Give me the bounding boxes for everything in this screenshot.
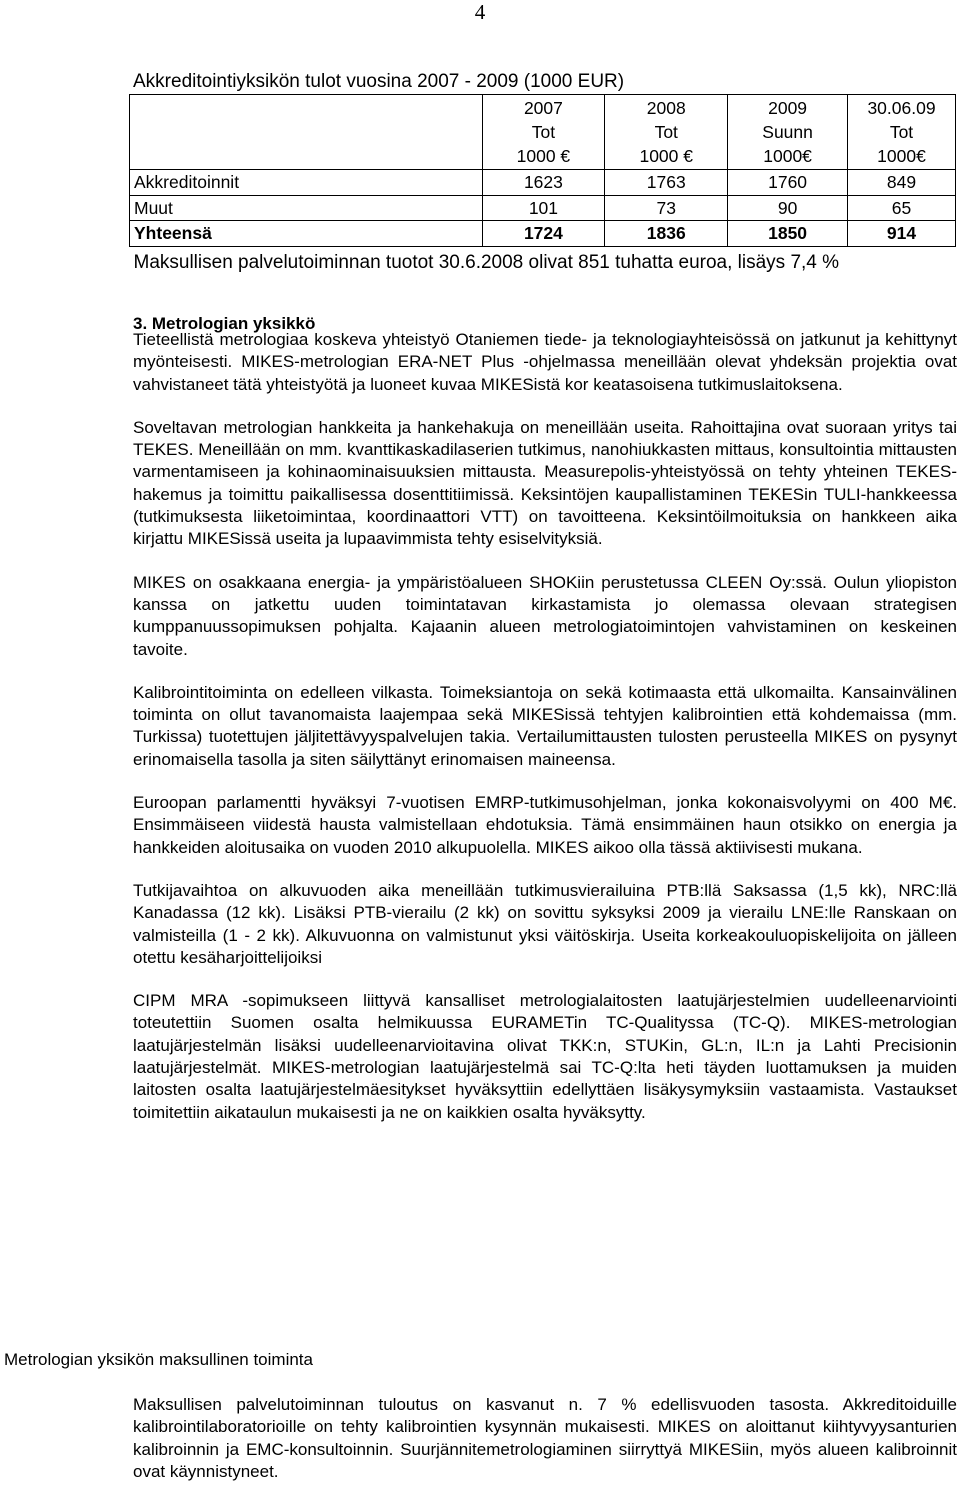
paragraph: Euroopan parlamentti hyväksyi 7-vuotisen EMRP-tutkimusohjelman, jonka kokonaisvolyymi on 400 M€. Ensimmäiseen viidestä hausta valmistellaan ehdotuksia. Tämä ensimmäinen haun otsikko on energia ja hankkeiden aloitusaika on vuoden 2010 alkupuolella. MIKES aikoo olla tässä aktiivisesti mukana.	[133, 793, 957, 857]
table-total-row	[130, 221, 956, 247]
row-label: Akkreditoinnit	[130, 170, 483, 196]
paragraph: Tutkijavaihtoa on alkuvuoden aika meneillään tutkimusvierailuina PTB:llä Saksassa (1,5 kk), NRC:llä Kanadassa (12 kk). Lisäksi PTB-vierailu (2 kk) on sovittu syksyksi 2009 ja vierailu LNE:lle Ranskaan on valmisteilla (1 - 2 kk). Alkuvuonna on valmistunut yksi väitöskirja. Useita korkeakouluopiskelijoita on jälleen otettu kesäharjoittelijoiksi	[133, 880, 957, 967]
page-number: 4	[474, 0, 486, 24]
table-cell: 914	[848, 221, 956, 247]
table-cell: 90	[728, 195, 848, 221]
paragraph: MIKES on osakkaana energia- ja ympäristöalueen SHOKiin perustetussa CLEEN Oy:ssä. Oulun yliopiston kanssa on jatkettu uuden toimintatavan kirkastamista jo olemassa olevaan strategisen kumppanuussopimuksen pohjalta. Kajaanin alueen metrologiatoimintojen vahvistaminen on keskeinen tavoite.	[133, 572, 957, 659]
table-cell: 1724	[482, 221, 605, 247]
header-cell: 2008 Tot 1000 €	[605, 95, 728, 170]
section-heading: 3. Metrologian yksikkö	[133, 314, 316, 333]
subsection-body	[133, 1394, 957, 1504]
paragraph: Maksullisen palvelutoiminnan tuloutus on kasvanut n. 7 % edellisvuoden tasosta. Akkreditoiduille kalibrointilaboratorioille on tehty kalibrointien kysynnän mukaisesti. MIKES on aloittanut kiihtyvyysanturien kalibroinnin ja EMC-konsultoinnin. Suurjännitemetrologiaminen siirryttyä MIKESiin, myös alueen kalibroinnit ovat käynnistyneet.	[133, 1395, 957, 1481]
table-cell: 1836	[605, 221, 728, 247]
table-note-row	[130, 246, 956, 279]
paragraph: Soveltavan metrologian hankkeita ja hankehakuja on meneillään useita. Rahoittajina ovat suoraan yritys tai TEKES. Meneillään on mm. kvanttikaskadilaserien tutkimus, nanohiukkasten mittaus, konsultointia mittausten varmentamiseen ja kohinaominaisuuksien mittausta. Measurepolis-yhteistyössä on tehty yhteinen TEKES-hakemus ja toimittu paikallisessa dosenttitiimissä. Keksintöjen kaupallistaminen TEKESin TULI-hankkeessa (tutkimuksesta liiketoimintaa, koordinaattori VTT) on tavoitteena. Keksintöilmoituksia on hankkeen aika kirjattu MIKESissä useita ja lupaavimmista tehty esiselvityksiä.	[133, 417, 957, 549]
table-cell: 65	[848, 195, 956, 221]
header-cell: 2007 Tot 1000 €	[482, 95, 605, 170]
subsection-heading: Metrologian yksikön maksullinen toiminta	[4, 1350, 313, 1369]
table-cell: 1763	[605, 170, 728, 196]
header-cell: 30.06.09 Tot 1000€	[848, 95, 956, 170]
paragraph: CIPM MRA -sopimukseen liittyvä kansalliset metrologialaitosten laatujärjestelmien uudelleenarviointi toteutettiin Suomen osalta helmikuussa EURAMETin TC-Qualityssa (TC-Q). MIKES-metrologian laatujärjestelmän lisäksi uudelleenarvioitavina olivat TKK:n, STUKin, GL:n, IL:n ja Lahti Precisionin laatujärjestelmät. MIKES-metrologian laatujärjestelmä sai TC-Q:lta heti täyden luottamuksen ja muiden laitosten osalta laatujärjestelmäesitykset hyväksyttiin edellyttäen lisäkysymyksiin vastaamista. Vastaukset toimitettiin aikataulun mukaisesti ja ne on kaikkien osalta hyväksytty.	[133, 991, 957, 1122]
paragraph: Tieteellistä metrologiaa koskeva yhteistyö Otaniemen tiede- ja teknologiayhteisössä on jatkunut ja kehittynyt myönteisesti. MIKES-metrologian ERA-NET Plus -ohjelmassa meneillään olevat yhdeksän projektia ovat vahvistaneet tätä yhteistyötä ja luoneet kuvaa MIKESistä kor keatasoisena tutkimuslaitoksena.	[133, 330, 957, 394]
table-cell: 1623	[482, 170, 605, 196]
header-cell	[130, 95, 483, 170]
table-row	[130, 195, 956, 221]
table-title: Akkreditointiyksikön tulot vuosina 2007 - 2009 (1000 EUR)	[133, 71, 625, 92]
table-note: Maksullisen palvelutoiminnan tuotot 30.6.2008 olivat 851 tuhatta euroa, lisäys 7,4 %	[133, 251, 840, 273]
row-label: Yhteensä	[130, 221, 483, 247]
table-cell: 101	[482, 195, 605, 221]
section-body	[133, 329, 957, 1145]
row-label: Muut	[130, 195, 483, 221]
income-table	[129, 94, 956, 279]
table-cell: 1760	[728, 170, 848, 196]
header-cell: 2009 Suunn 1000€	[728, 95, 848, 170]
table-header-row	[130, 95, 956, 170]
paragraph: Kalibrointitoiminta on edelleen vilkasta. Toimeksiantoja on sekä kotimaasta että ulkomailta. Kansainvälinen toiminta on ollut tavanomaista laajempaa sekä MIKESissä tehtyjen kalibrointien että kohdemaissa (mm. Turkissa) tuotettujen jäljitettävyyspalvelujen takia. Vertailumittausten tulosten perusteella MIKES on pysynyt erinomaisella tasolla ja siten säilyttänyt erinomaisen maineensa.	[133, 682, 957, 769]
table-cell: 73	[605, 195, 728, 221]
table-row	[130, 170, 956, 196]
table-cell: 1850	[728, 221, 848, 247]
table-cell: 849	[848, 170, 956, 196]
